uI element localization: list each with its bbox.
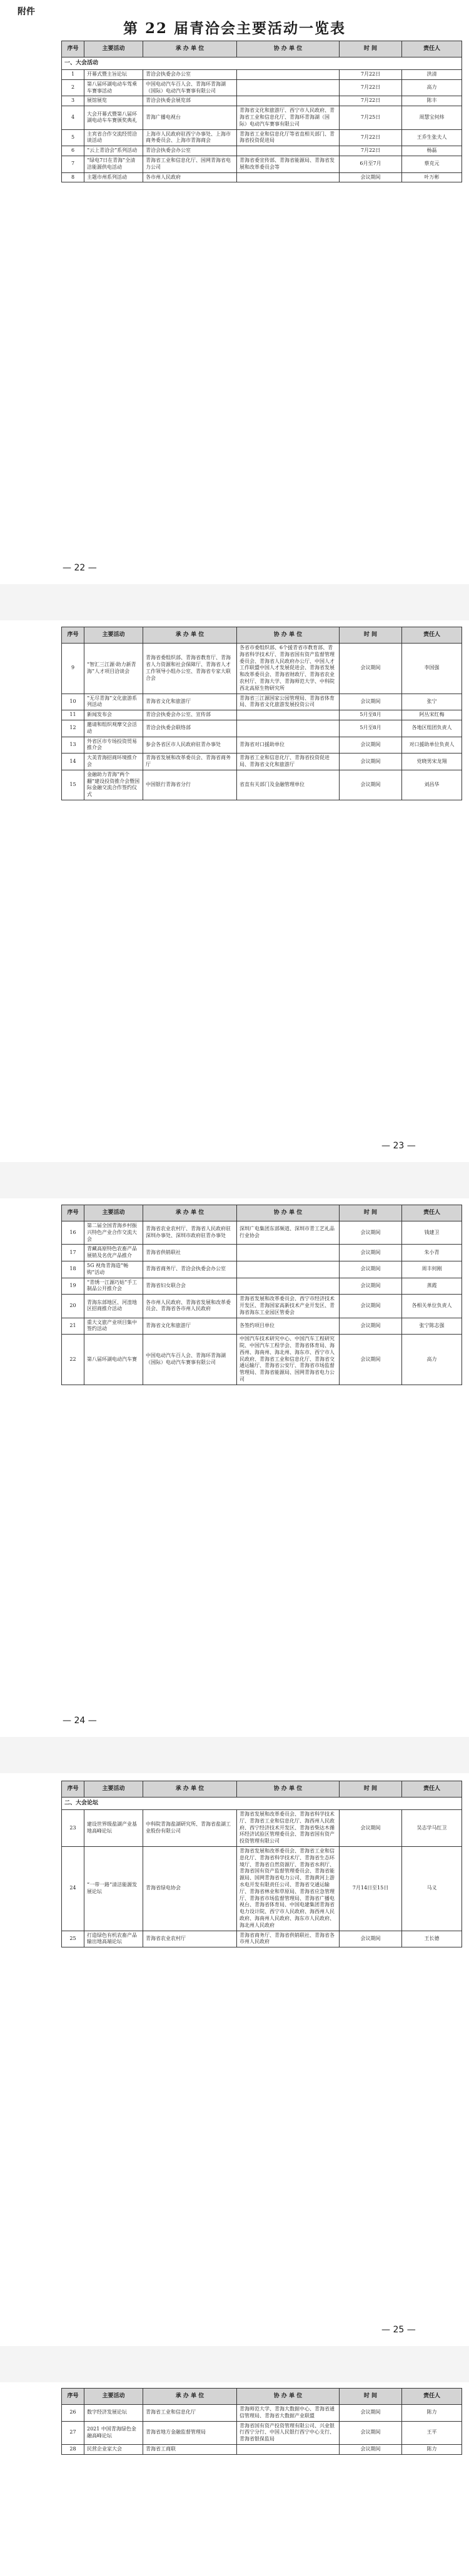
responsible-person: 阿丛宋红梅 <box>402 710 462 720</box>
table-row <box>62 710 462 720</box>
responsible-person: 马义 <box>402 1846 462 1931</box>
activity-table-page-4 <box>61 1781 462 1947</box>
table-row <box>62 694 462 710</box>
activity-name: 重大文旅产业项目集中签约活动 <box>84 1318 143 1335</box>
table-header-row <box>62 627 462 644</box>
responsible-person: 张宁 <box>402 694 462 710</box>
column-header: 责任人 <box>402 1781 462 1798</box>
column-header: 序号 <box>62 1781 84 1798</box>
column-header: 时 间 <box>340 627 402 644</box>
activity-name: 金融助力青海“两个翻”建设投资推介会暨国际金融交流合作签约仪式 <box>84 770 143 800</box>
responsible-person: 陈丰 <box>402 96 462 106</box>
co-organizer-cell <box>237 96 340 106</box>
responsible-person: 周慧宝何炜 <box>402 106 462 129</box>
table-header-row <box>62 41 462 57</box>
time-cell: 7月14日至15日 <box>340 1846 402 1931</box>
row-number: 1 <box>62 70 84 80</box>
co-organizer-cell <box>237 79 340 96</box>
column-header: 序号 <box>62 1205 84 1221</box>
activity-name: “青绣一江源巧姑”手工制品公开推介会 <box>84 1278 143 1295</box>
column-header: 时 间 <box>340 41 402 57</box>
activity-name: 第八届环湖电动汽车赛 <box>84 1335 143 1385</box>
time-cell: 会议期间 <box>340 1810 402 1847</box>
column-header: 协 办 单 位 <box>237 1781 340 1798</box>
row-number: 14 <box>62 753 84 770</box>
table-row <box>62 1261 462 1278</box>
co-organizer-cell <box>237 1245 340 1261</box>
co-organizer-cell <box>237 146 340 156</box>
time-cell: 5月至8月 <box>340 720 402 737</box>
co-organizer-cell: 青海省发展和改革委员会、西宁市经济技术开发区、青海国家高新技术产业开发区、青海省海东工业园区管委会 <box>237 1295 340 1318</box>
row-number: 7 <box>62 156 84 172</box>
row-number: 21 <box>62 1318 84 1335</box>
column-header: 序号 <box>62 2389 84 2405</box>
table-row <box>62 737 462 753</box>
activity-name: 第八届环湖电动车驾乘车赛事活动 <box>84 79 143 96</box>
co-organizer-cell: 青海省商务厅、青海省供销联社、青海省各市州人民政府 <box>237 1931 340 1947</box>
time-cell: 会议期间 <box>340 172 402 182</box>
table-row <box>62 770 462 800</box>
organizer-cell: 中国电动汽车百人会、青海环青海湖（国际）电动汽车赛事有限公司 <box>143 79 237 96</box>
row-number: 24 <box>62 1846 84 1931</box>
row-number: 26 <box>62 2405 84 2422</box>
co-organizer-cell: 省直有关部门及金融管理单位 <box>237 770 340 800</box>
co-organizer-cell: 中国汽车技术研究中心、中国汽车工程研究院、中国汽车工程学会、青海省体育局、海西州、海南州、海北州、海东市、西宁市人民政府、青海省工业和信息化厅、青海省交通运输厅、青海省公安厅、青海省市场监督管理局、青海省能源局、国网青海省电力公司 <box>237 1335 340 1385</box>
responsible-person: 各地区组团负责人 <box>402 720 462 737</box>
table-row <box>62 70 462 80</box>
row-number: 8 <box>62 172 84 182</box>
organizer-cell: 上海市人民政府驻西宁办事处、上海市商务委员会、上海市青海商会 <box>143 129 237 146</box>
activity-name: 主题市州系列活动 <box>84 172 143 182</box>
co-organizer-cell <box>237 720 340 737</box>
section-row <box>62 57 462 70</box>
responsible-person: 杨磊 <box>402 146 462 156</box>
table-row <box>62 156 462 172</box>
row-number: 28 <box>62 2444 84 2454</box>
column-header: 主要活动 <box>84 1781 143 1798</box>
activity-table-page-5 <box>61 2388 462 2455</box>
table-row <box>62 1810 462 1847</box>
activity-table-page-3 <box>61 1205 462 1385</box>
time-cell: 会议期间 <box>340 1931 402 1947</box>
attachment-label: 附件 <box>18 7 35 17</box>
table-row <box>62 2421 462 2444</box>
organizer-cell: 青海省工商联 <box>143 2444 237 2454</box>
column-header: 协 办 单 位 <box>237 2389 340 2405</box>
activity-name: 开幕式暨主旨论坛 <box>84 70 143 80</box>
co-organizer-cell <box>237 172 340 182</box>
time-cell: 7月22日 <box>340 146 402 156</box>
activity-name: 大美青海招商环境推介会 <box>84 753 143 770</box>
organizer-cell: 青海省绿电协会 <box>143 1846 237 1931</box>
organizer-cell: 青洽会执委会联络部 <box>143 720 237 737</box>
organizer-cell: 参会各省区市人民政府驻青办事处 <box>143 737 237 753</box>
time-cell: 会议期间 <box>340 1295 402 1318</box>
row-number: 10 <box>62 694 84 710</box>
activity-name: 2021 中国青海绿色金融高峰论坛 <box>84 2421 143 2444</box>
time-cell: 6月至7月 <box>340 156 402 172</box>
column-header: 主要活动 <box>84 1205 143 1221</box>
time-cell: 会议期间 <box>340 694 402 710</box>
row-number: 3 <box>62 96 84 106</box>
co-organizer-cell: 各省市委组织部、6个援青省市教育部、青海省科学技术厅、青海省国有资产监督管理委员会、青海省人民政府办公厅、中国人才工作联盟中国人才发展促进会、青海省发展和改革委员会、青海省财政厅、青海省农业农村厅、青海大学、青海师范大学、中科院西北高原生物研究所 <box>237 644 340 694</box>
time-cell: 会议期间 <box>340 770 402 800</box>
row-number: 11 <box>62 710 84 720</box>
column-header: 序号 <box>62 627 84 644</box>
table-row <box>62 79 462 96</box>
row-number: 20 <box>62 1295 84 1318</box>
organizer-cell: 青海省工业和信息化厅、国网青海省电力公司 <box>143 156 237 172</box>
page-number: — 23 — <box>381 1141 416 1151</box>
time-cell: 7月25日 <box>340 106 402 129</box>
activity-name: 5G 视角青海造“畅购”活动 <box>84 1261 143 1278</box>
organizer-cell: 青海省农业农村厅、青海省人民政府驻深圳办事处、深圳市政府驻青办事处 <box>143 1221 237 1245</box>
organizer-cell: 各市州人民政府 <box>143 172 237 182</box>
responsible-person: 王平 <box>402 2421 462 2444</box>
column-header: 责任人 <box>402 41 462 57</box>
responsible-person: 叶万彬 <box>402 172 462 182</box>
row-number: 5 <box>62 129 84 146</box>
activity-name: 新闻发布会 <box>84 710 143 720</box>
time-cell: 会议期间 <box>340 1335 402 1385</box>
table-row <box>62 1846 462 1931</box>
column-header: 时 间 <box>340 2389 402 2405</box>
page-gap <box>0 2346 469 2382</box>
time-cell: 7月22日 <box>340 79 402 96</box>
responsible-person: 刘昌华 <box>402 770 462 800</box>
row-number: 9 <box>62 644 84 694</box>
time-cell: 会议期间 <box>340 1278 402 1295</box>
row-number: 13 <box>62 737 84 753</box>
responsible-person: 王长德 <box>402 1931 462 1947</box>
table-header-row <box>62 1781 462 1798</box>
row-number: 6 <box>62 146 84 156</box>
co-organizer-cell: 青海省国有资产投资管理有限公司、兴业银行西宁分行、中国人民银行西宁中心支行、青海省银保监局 <box>237 2421 340 2444</box>
activity-name: “一带一路”清洁能源发展论坛 <box>84 1846 143 1931</box>
table-row <box>62 1335 462 1385</box>
time-cell: 7月22日 <box>340 129 402 146</box>
activity-name: 民营企业家大会 <box>84 2444 143 2454</box>
time-cell: 会议期间 <box>340 1261 402 1278</box>
table-row <box>62 129 462 146</box>
table-row <box>62 1221 462 1245</box>
co-organizer-cell <box>237 70 340 80</box>
co-organizer-cell: 青海省工业和信息化厅等省直相关部门、青海省投资促进局 <box>237 129 340 146</box>
activity-name: “绿电7日在青海”全清洁能源供电活动 <box>84 156 143 172</box>
responsible-person: 洪清 <box>402 70 462 80</box>
column-header: 责任人 <box>402 2389 462 2405</box>
responsible-person: 党晓男宋龙翔 <box>402 753 462 770</box>
organizer-cell: 青海省文化和旅游厅 <box>143 694 237 710</box>
co-organizer-cell: 青海省三江源国家公园管理局、青海省体育局、青海省文化旅游发展投资公司 <box>237 694 340 710</box>
time-cell: 会议期间 <box>340 1245 402 1261</box>
column-header: 责任人 <box>402 1205 462 1221</box>
responsible-person: 王乔生张夫人 <box>402 129 462 146</box>
document-title: 第 22 届青洽会主要活动一览表 <box>123 20 346 37</box>
time-cell: 会议期间 <box>340 644 402 694</box>
column-header: 协 办 单 位 <box>237 41 340 57</box>
page-gap <box>0 1162 469 1198</box>
activity-name: 外省区市专场投资贸易推介会 <box>84 737 143 753</box>
activity-name: 打造绿色有机农畜产品输出地高端论坛 <box>84 1931 143 1947</box>
responsible-person: 蔡克元 <box>402 156 462 172</box>
co-organizer-cell: 各签约项目单位 <box>237 1318 340 1335</box>
section-row <box>62 1798 462 1810</box>
table-row <box>62 172 462 182</box>
column-header: 协 办 单 位 <box>237 627 340 644</box>
activity-name: 数字经济发展论坛 <box>84 2405 143 2422</box>
activity-name: “无尽青海”文化旅游系列活动 <box>84 694 143 710</box>
organizer-cell: 中国银行青海省分行 <box>143 770 237 800</box>
activity-table-page-2 <box>61 627 462 800</box>
responsible-person: 吴志学马红卫 <box>402 1810 462 1847</box>
time-cell: 会议期间 <box>340 2421 402 2444</box>
co-organizer-cell: 青海省对口援助单位 <box>237 737 340 753</box>
activity-table-page-1 <box>61 41 462 182</box>
responsible-person: 高力 <box>402 79 462 96</box>
column-header: 时 间 <box>340 1205 402 1221</box>
co-organizer-cell: 青海省发展和改革委员会、青海省工业和信息化厅、青海省科学技术厅、青海省生态环境厅、青海省自然资源厅、青海省水利厅、青海省国有资产监督管理委员会、青海省能源局、国网青海省电力公司、青海黄河上游水电开发有限责任公司、青海省交通运输厅、青海省林业和草原局、青海省应急管理厅、青海省市场监督管理局、青海省广播电视台、青海省体育局、中国电建集团青海省电力设计院、西宁市人民政府、海西州人民政府、海南州人民政府、海东市人民政府、海北州人民政府 <box>237 1846 340 1931</box>
organizer-cell: 各市州人民政府、青海省发展和改革委员会、青海省各市州人民政府 <box>143 1295 237 1318</box>
row-number: 22 <box>62 1335 84 1385</box>
responsible-person: 陈力 <box>402 2444 462 2454</box>
time-cell: 5月至8月 <box>340 710 402 720</box>
responsible-person: 张宁陈志强 <box>402 1318 462 1335</box>
organizer-cell: 中国电动汽车百人会、青海环青海湖（国际）电动汽车赛事有限公司 <box>143 1335 237 1385</box>
page-gap <box>0 584 469 620</box>
responsible-person: 陈力 <box>402 2405 462 2422</box>
page-number: — 25 — <box>381 2325 416 2335</box>
time-cell: 会议期间 <box>340 2405 402 2422</box>
table-row <box>62 1931 462 1947</box>
organizer-cell: 青海省发展和改革委员会、青海省商务厅 <box>143 753 237 770</box>
responsible-person: 对口援助单位负责人 <box>402 737 462 753</box>
organizer-cell: 青海省地方金融监督管理局 <box>143 2421 237 2444</box>
time-cell: 会议期间 <box>340 737 402 753</box>
row-number: 23 <box>62 1810 84 1847</box>
time-cell: 会议期间 <box>340 2444 402 2454</box>
column-header: 主要活动 <box>84 627 143 644</box>
activity-name: 第二届全国青海乡村振兴特色产业合作交流大会 <box>84 1221 143 1245</box>
responsible-person: 蒸霞 <box>402 1278 462 1295</box>
page-number: — 22 — <box>63 563 97 573</box>
row-number: 25 <box>62 1931 84 1947</box>
table-row <box>62 146 462 156</box>
column-header: 承 办 单 位 <box>143 2389 237 2405</box>
activity-name: 青藏高原特色农畜产品展销及名优产品推介 <box>84 1245 143 1261</box>
responsible-person: 朱小青 <box>402 1245 462 1261</box>
organizer-cell: 青海省文化和旅游厅 <box>143 1318 237 1335</box>
column-header: 协 办 单 位 <box>237 1205 340 1221</box>
table-row <box>62 2444 462 2454</box>
co-organizer-cell: 青海师范大学、青海大数据中心、青海省通信管理局、青海省大数据产业联盟 <box>237 2405 340 2422</box>
table-header-row <box>62 2389 462 2405</box>
time-cell: 会议期间 <box>340 1318 402 1335</box>
activity-name: “智汇三江源·助力新青海”人才项目洽谈会 <box>84 644 143 694</box>
section-heading: 一、大会活动 <box>62 57 462 70</box>
organizer-cell: 青洽会执委会办公室 <box>143 70 237 80</box>
table-row <box>62 1295 462 1318</box>
activity-name: 邀请和组织观摩交会活动 <box>84 720 143 737</box>
co-organizer-cell <box>237 2444 340 2454</box>
row-number: 19 <box>62 1278 84 1295</box>
co-organizer-cell: 青海省发展和改革委员会、青海省科学技术厅、青海省工业和信息化厅、海西州人民政府、西宁经济技术开发区、青海省柴达木循环经济试验区管理委员会、青海省国有资产投资管理有限公司 <box>237 1810 340 1847</box>
page-number: — 24 — <box>63 1716 97 1726</box>
organizer-cell: 青洽会执委会办公室 <box>143 146 237 156</box>
table-row <box>62 1245 462 1261</box>
responsible-person: 各相关单位负责人 <box>402 1295 462 1318</box>
row-number: 12 <box>62 720 84 737</box>
activity-name: “云上青洽会”系列活动 <box>84 146 143 156</box>
organizer-cell: 青海省供销联社 <box>143 1245 237 1261</box>
co-organizer-cell: 青海省委宣传部、青海省能源局、青海省发展和改革委员会等 <box>237 156 340 172</box>
column-header: 序号 <box>62 41 84 57</box>
column-header: 责任人 <box>402 627 462 644</box>
table-row <box>62 106 462 129</box>
responsible-person: 高力 <box>402 1335 462 1385</box>
co-organizer-cell: 深圳广电集团东部频道、深圳市青工艺礼品行业协会 <box>237 1221 340 1245</box>
column-header: 承 办 单 位 <box>143 627 237 644</box>
organizer-cell: 青海省妇女联合会 <box>143 1278 237 1295</box>
column-header: 主要活动 <box>84 2389 143 2405</box>
organizer-cell: 青洽会执委会展览部 <box>143 96 237 106</box>
organizer-cell: 青海省农业农村厅 <box>143 1931 237 1947</box>
co-organizer-cell: 青海省文化和旅游厅、西宁市人民政府、青海省工业和信息化厅、青海环青海湖（国际）电动汽车赛事有限公司 <box>237 106 340 129</box>
table-row <box>62 96 462 106</box>
co-organizer-cell <box>237 1278 340 1295</box>
organizer-cell: 青海广播电视台 <box>143 106 237 129</box>
row-number: 17 <box>62 1245 84 1261</box>
table-header-row <box>62 1205 462 1221</box>
row-number: 18 <box>62 1261 84 1278</box>
column-header: 承 办 单 位 <box>143 41 237 57</box>
activity-name: 主宾省合作交流经贸洽谈活动 <box>84 129 143 146</box>
table-row <box>62 644 462 694</box>
co-organizer-cell: 青海省工业和信息化厅、青海省投资促进局、青海省文化和旅游厅 <box>237 753 340 770</box>
organizer-cell: 青海省商务厅、青洽会执委会办公室 <box>143 1261 237 1278</box>
activity-name: 展馆展览 <box>84 96 143 106</box>
row-number: 15 <box>62 770 84 800</box>
column-header: 主要活动 <box>84 41 143 57</box>
time-cell: 7月22日 <box>340 96 402 106</box>
responsible-person: 周丰何刚 <box>402 1261 462 1278</box>
time-cell: 7月22日 <box>340 70 402 80</box>
activity-name: 大会开幕式暨第八届环湖电动车车赛颁奖典礼 <box>84 106 143 129</box>
table-row <box>62 1318 462 1335</box>
organizer-cell: 青海省委组织部、青海省教育厅、青海省人力资源和社会保障厅、青海省人才工作领导小组办公室、青海省专家大联合会 <box>143 644 237 694</box>
organizer-cell: 中科院青海盐湖研究所、青海省盐湖工业股份有限公司 <box>143 1810 237 1847</box>
page-gap <box>0 1737 469 1773</box>
co-organizer-cell <box>237 1261 340 1278</box>
row-number: 27 <box>62 2421 84 2444</box>
table-row <box>62 1278 462 1295</box>
responsible-person: 钱建卫 <box>402 1221 462 1245</box>
responsible-person: 李国强 <box>402 644 462 694</box>
organizer-cell: 青洽会执委会办公室、宣传部 <box>143 710 237 720</box>
column-header: 承 办 单 位 <box>143 1781 237 1798</box>
activity-name: 建设世界级盐湖产业基地高峰论坛 <box>84 1810 143 1847</box>
column-header: 时 间 <box>340 1781 402 1798</box>
row-number: 16 <box>62 1221 84 1245</box>
row-number: 2 <box>62 79 84 96</box>
column-header: 承 办 单 位 <box>143 1205 237 1221</box>
table-row <box>62 753 462 770</box>
time-cell: 会议期间 <box>340 753 402 770</box>
table-row <box>62 2405 462 2422</box>
organizer-cell: 青海省工业和信息化厅 <box>143 2405 237 2422</box>
row-number: 4 <box>62 106 84 129</box>
activity-name: 青海东部地区、河湟地区招商推介活动 <box>84 1295 143 1318</box>
time-cell: 会议期间 <box>340 1221 402 1245</box>
table-row <box>62 720 462 737</box>
section-heading: 二、大会论坛 <box>62 1798 462 1810</box>
co-organizer-cell <box>237 710 340 720</box>
